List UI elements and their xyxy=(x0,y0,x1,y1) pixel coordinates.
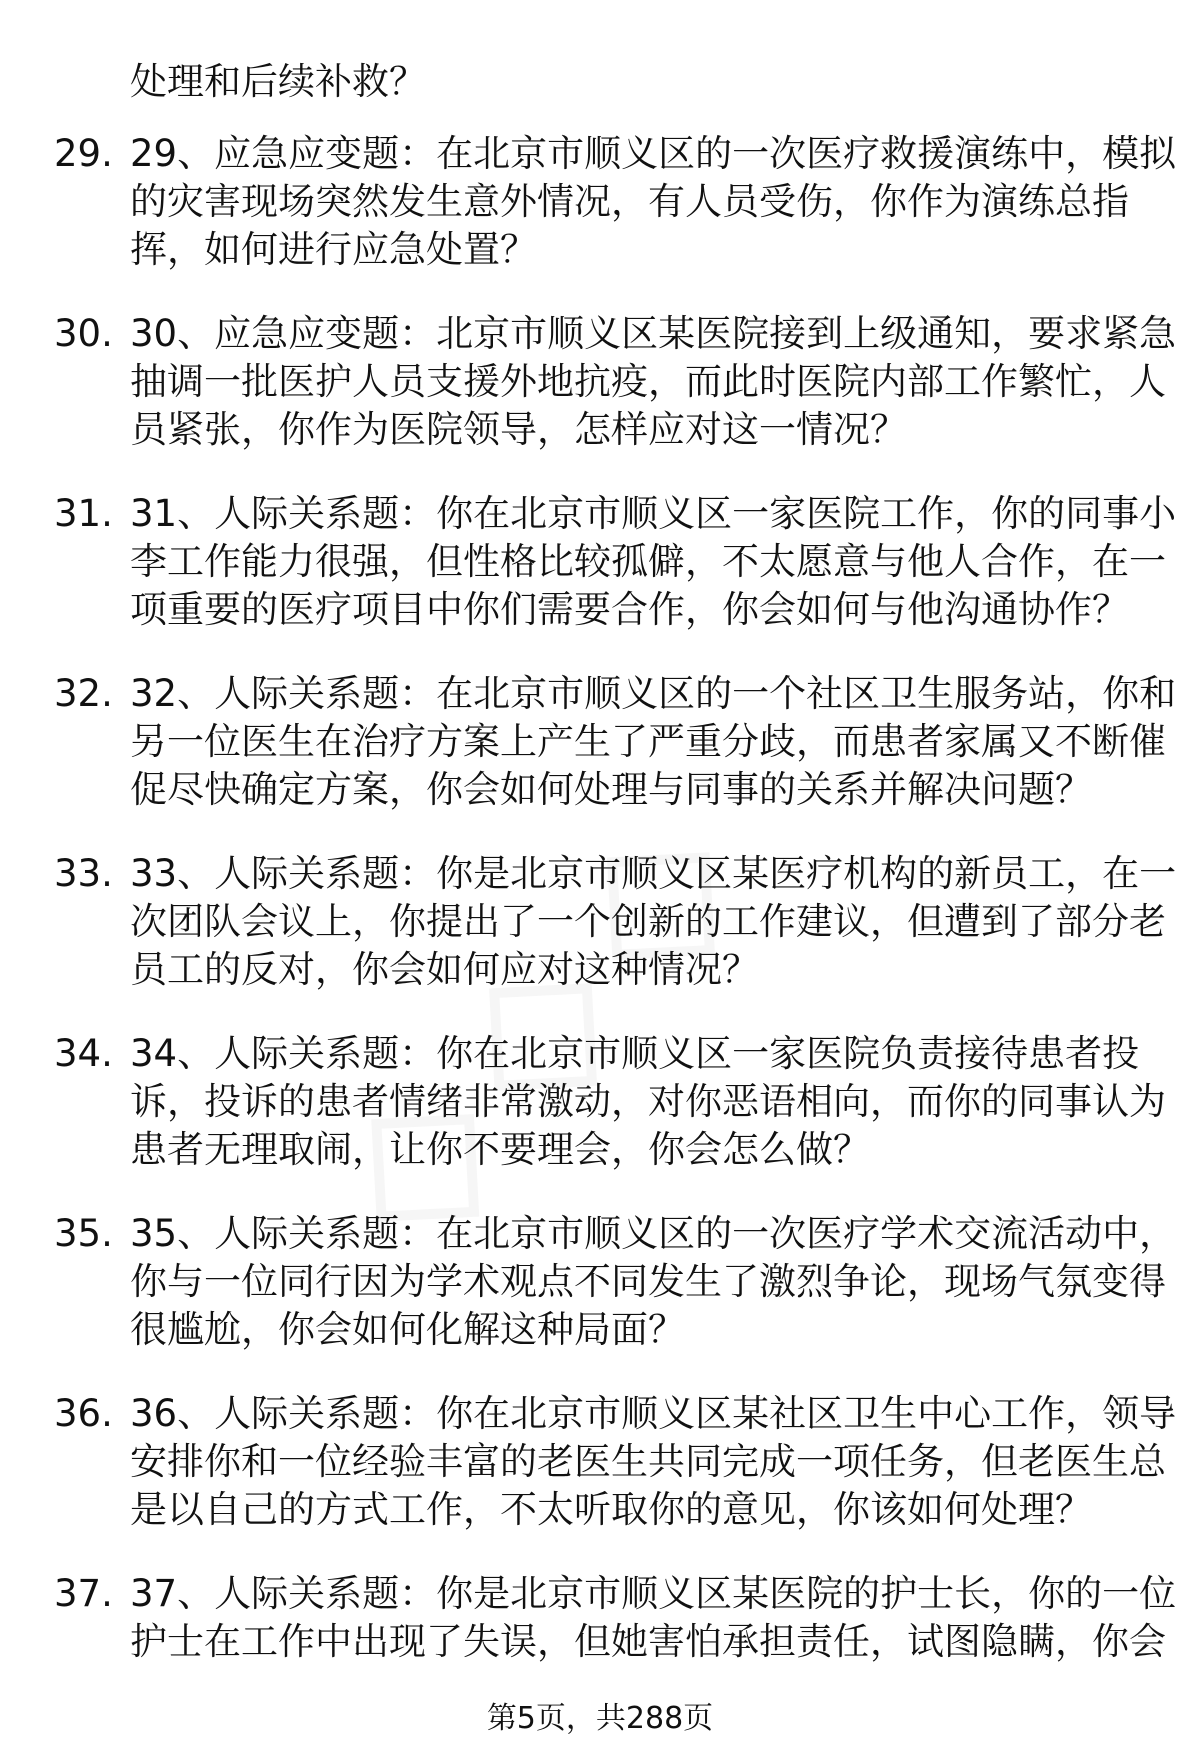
question-line: 31、人际关系题：你在北京市顺义区一家医院工作，你的同事小 xyxy=(130,492,1177,535)
question-text xyxy=(130,310,1177,454)
question-line: 次团队会议上，你提出了一个创新的工作建议，但遭到了部分老 xyxy=(130,900,1166,943)
question-line: 挥，如何进行应急处置？ xyxy=(130,228,537,271)
question-line: 李工作能力很强，但性格比较孤僻，不太愿意与他人合作，在一 xyxy=(130,540,1166,583)
question-line: 很尴尬，你会如何化解这种局面？ xyxy=(130,1308,685,1351)
question-number: 32. xyxy=(54,672,113,715)
question-text xyxy=(130,130,1177,274)
question-line: 员紧张，你作为医院领导，怎样应对这一情况？ xyxy=(130,408,907,451)
question-line: 患者无理取闹，让你不要理会，你会怎么做？ xyxy=(130,1128,870,1171)
question-line: 另一位医生在治疗方案上产生了严重分歧，而患者家属又不断催 xyxy=(130,720,1166,763)
question-number: 34. xyxy=(54,1032,113,1075)
question-number: 29. xyxy=(54,132,113,175)
question-line: 32、人际关系题：在北京市顺义区的一个社区卫生服务站，你和 xyxy=(130,672,1177,715)
question-line: 安排你和一位经验丰富的老医生共同完成一项任务，但老医生总 xyxy=(130,1440,1166,1483)
question-line: 30、应急应变题：北京市顺义区某医院接到上级通知，要求紧急 xyxy=(130,312,1177,355)
question-number: 30. xyxy=(54,312,113,355)
question-line: 35、人际关系题：在北京市顺义区的一次医疗学术交流活动中， xyxy=(130,1212,1177,1255)
question-line: 33、人际关系题：你是北京市顺义区某医疗机构的新员工，在一 xyxy=(130,852,1177,895)
question-text xyxy=(130,670,1177,814)
question-line: 36、人际关系题：你在北京市顺义区某社区卫生中心工作，领导 xyxy=(130,1392,1177,1435)
question-line: 34、人际关系题：你在北京市顺义区一家医院负责接待患者投 xyxy=(130,1032,1140,1075)
question-number: 36. xyxy=(54,1392,113,1435)
continued-text: 处理和后续补救？ xyxy=(130,60,426,103)
question-line: 你与一位同行因为学术观点不同发生了激烈争论，现场气氛变得 xyxy=(130,1260,1166,1303)
question-number: 37. xyxy=(54,1572,113,1615)
page-footer: 第5页，共288页 xyxy=(486,1701,714,1736)
question-text xyxy=(130,1030,1166,1174)
question-line: 诉，投诉的患者情绪非常激动，对你恶语相向，而你的同事认为 xyxy=(130,1080,1166,1123)
question-text xyxy=(130,1390,1177,1534)
question-line: 促尽快确定方案，你会如何处理与同事的关系并解决问题？ xyxy=(130,768,1092,811)
question-text xyxy=(130,490,1177,634)
question-text xyxy=(130,1570,1177,1666)
question-line: 护士在工作中出现了失误，但她害怕承担责任，试图隐瞒，你会 xyxy=(130,1620,1166,1663)
question-text xyxy=(130,1210,1177,1354)
question-line: 是以自己的方式工作，不太听取你的意见，你该如何处理？ xyxy=(130,1488,1092,1531)
question-line: 项重要的医疗项目中你们需要合作，你会如何与他沟通协作？ xyxy=(130,588,1129,631)
question-number: 35. xyxy=(54,1212,113,1255)
question-number: 33. xyxy=(54,852,113,895)
question-line: 29、应急应变题：在北京市顺义区的一次医疗救援演练中，模拟 xyxy=(130,132,1177,175)
question-line: 37、人际关系题：你是北京市顺义区某医院的护士长，你的一位 xyxy=(130,1572,1177,1615)
question-line: 员工的反对，你会如何应对这种情况？ xyxy=(130,948,759,991)
question-line: 抽调一批医护人员支援外地抗疫，而此时医院内部工作繁忙，人 xyxy=(130,360,1166,403)
question-text xyxy=(130,850,1177,994)
question-line: 的灾害现场突然发生意外情况，有人员受伤，你作为演练总指 xyxy=(130,180,1129,223)
question-number: 31. xyxy=(54,492,113,535)
